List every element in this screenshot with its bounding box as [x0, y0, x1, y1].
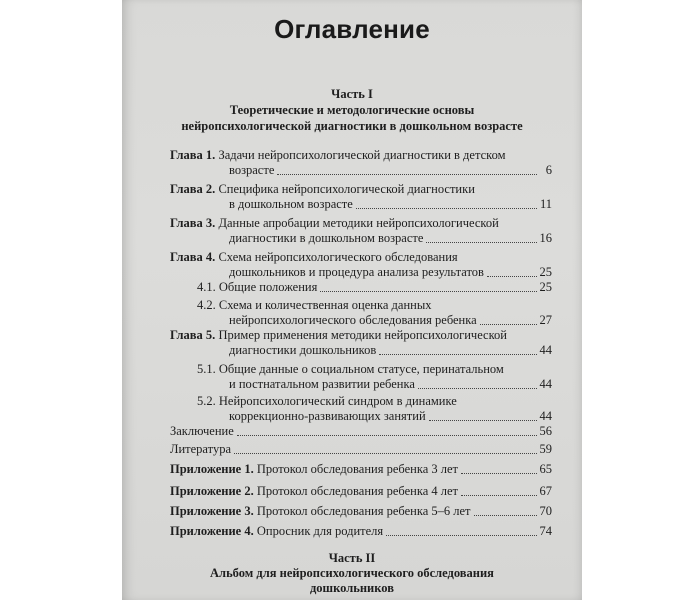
- toc-label: 5.2.: [197, 394, 216, 408]
- dot-leader: [237, 434, 537, 436]
- dot-leader: [234, 452, 537, 454]
- toc-text: Схема нейропсихологического обследования: [218, 250, 458, 264]
- toc-page: 56: [539, 424, 552, 438]
- toc-entry-appendix-1: [170, 462, 552, 477]
- toc-label: Глава 4.: [170, 250, 216, 264]
- toc-entry-chapter-5: [170, 328, 552, 358]
- part2-heading-line1: Альбом для нейропсихологического обследования: [210, 566, 494, 580]
- toc-page: 25: [539, 265, 552, 279]
- toc-label: Глава 3.: [170, 216, 216, 230]
- dot-leader: [461, 494, 537, 496]
- toc-text: дошкольников и процедура анализа результатов: [229, 265, 484, 279]
- toc-label: Приложение 4.: [170, 524, 254, 538]
- toc-label: 5.1.: [197, 362, 216, 376]
- dot-leader: [277, 173, 537, 175]
- dot-leader: [386, 534, 536, 536]
- dot-leader: [426, 241, 536, 243]
- toc-text: Общие положения: [218, 280, 318, 294]
- toc-entry-section-5-1: [197, 362, 552, 392]
- toc-text: Протокол обследования ребенка 3 лет: [256, 462, 458, 476]
- toc-text: Протокол обследования ребенка 5–6 лет: [256, 504, 471, 518]
- toc-label: Приложение 2.: [170, 484, 254, 498]
- toc-text: нейропсихологического обследования ребенка: [229, 313, 477, 327]
- toc-entry-references: [170, 442, 552, 457]
- toc-text: Схема и количественная оценка данных: [218, 298, 432, 312]
- toc-text: коррекционно-развивающих занятий: [229, 409, 426, 423]
- toc-label: Глава 2.: [170, 182, 216, 196]
- toc-text: в дошкольном возрасте: [229, 197, 353, 211]
- toc-page: 44: [539, 377, 552, 391]
- toc-page: 59: [539, 442, 552, 456]
- toc-entry-appendix-3: [170, 504, 552, 519]
- toc-entry-chapter-3: [170, 216, 552, 246]
- toc-entry-chapter-4: [170, 250, 552, 280]
- toc-page: 65: [539, 462, 552, 476]
- dot-leader: [356, 207, 537, 209]
- toc-page: 11: [539, 197, 552, 211]
- toc-text: Нейропсихологический синдром в динамике: [218, 394, 457, 408]
- toc-text: Протокол обследования ребенка 4 лет: [256, 484, 458, 498]
- toc-page: 16: [539, 231, 552, 245]
- toc-page: 74: [539, 524, 552, 538]
- dot-leader: [474, 514, 537, 516]
- dot-leader: [418, 387, 537, 389]
- toc-text: Задачи нейропсихологической диагностики в детском: [218, 148, 506, 162]
- page-title: Оглавление: [274, 14, 430, 44]
- part1-label: Часть I: [331, 87, 373, 101]
- toc-entry-section-4-1: [197, 280, 552, 295]
- toc-entry-appendix-4: [170, 524, 552, 539]
- toc-page: 44: [539, 409, 552, 423]
- toc-entry-appendix-2: [170, 484, 552, 499]
- toc-text: Опросник для родителя: [256, 524, 384, 538]
- toc-page: 6: [545, 163, 552, 177]
- part2-heading-line2: дошкольников: [309, 581, 394, 595]
- toc-label: 4.1.: [197, 280, 216, 294]
- toc-page: 25: [539, 280, 552, 294]
- toc-text: диагностики в дошкольном возрасте: [229, 231, 424, 245]
- toc-page: 67: [539, 484, 552, 498]
- dot-leader: [461, 472, 537, 474]
- part2-label: Часть II: [328, 551, 376, 565]
- toc-entry-conclusion: [170, 424, 552, 439]
- toc-text: Заключение: [170, 424, 234, 438]
- part1-heading-line1: Теоретические и методологические основы: [229, 103, 475, 117]
- toc-text: Общие данные о социальном статусе, перинатальном: [218, 362, 504, 376]
- dot-leader: [429, 419, 537, 421]
- toc-text: и постнатальном развитии ребенка: [229, 377, 415, 391]
- toc-page: 70: [539, 504, 552, 518]
- toc-entry-chapter-1: [170, 148, 552, 178]
- dot-leader: [480, 323, 537, 325]
- toc-label: Приложение 3.: [170, 504, 254, 518]
- toc-label: Глава 5.: [170, 328, 216, 342]
- toc-label: Глава 1.: [170, 148, 216, 162]
- dot-leader: [379, 353, 536, 355]
- toc-text: Данные апробации методики нейропсихологической: [218, 216, 499, 230]
- dot-leader: [487, 275, 537, 277]
- toc-entry-section-4-2: [197, 298, 552, 328]
- toc-text: Литература: [170, 442, 231, 456]
- toc-entry-section-5-2: [197, 394, 552, 424]
- toc-text: диагностики дошкольников: [229, 343, 377, 357]
- part1-heading-line2: нейропсихологической диагностики в дошкольном возрасте: [181, 119, 523, 133]
- toc-text: Пример применения методики нейропсихологической: [218, 328, 507, 342]
- toc-page: 44: [539, 343, 552, 357]
- toc-entry-chapter-2: [170, 182, 552, 212]
- toc-text: возрасте: [229, 163, 275, 177]
- dot-leader: [320, 290, 536, 292]
- book-page: [122, 0, 582, 600]
- toc-label: 4.2.: [197, 298, 216, 312]
- toc-label: Приложение 1.: [170, 462, 254, 476]
- toc-page: 27: [539, 313, 552, 327]
- toc-text: Специфика нейропсихологической диагностики: [218, 182, 475, 196]
